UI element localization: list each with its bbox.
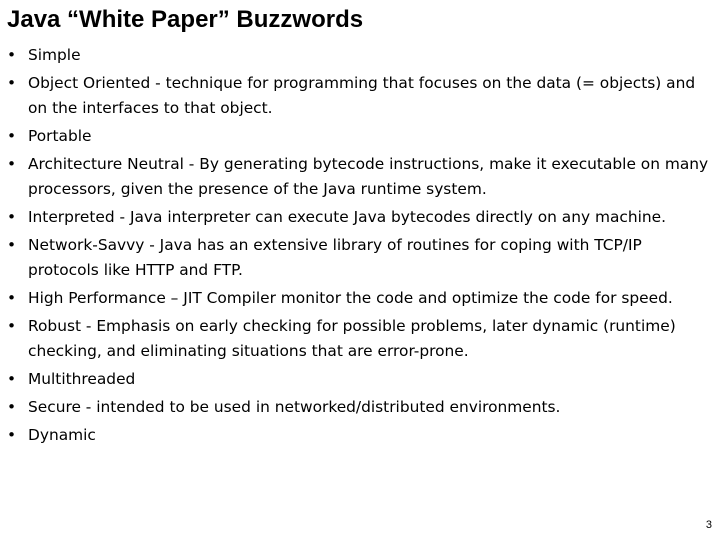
bullet-item-secure: • Secure - intended to be used in networked/distributed environments. xyxy=(7,395,715,420)
slide-title: Java “White Paper” Buzzwords xyxy=(7,6,364,33)
bullet-item-dynamic: • Dynamic xyxy=(7,423,715,448)
bullet-item-robust: • Robust - Emphasis on early checking for possible problems, later dynamic (runtime) checking, and eliminating situations that are error-prone. xyxy=(7,314,715,364)
page-number: 3 xyxy=(705,519,712,531)
bullet-item-high-performance: • High Performance – JIT Compiler monitor the code and optimize the code for speed. xyxy=(7,286,715,311)
bullet-item-architecture-neutral: • Architecture Neutral - By generating bytecode instructions, make it executable on many processors, given the presence of the Java runtime system. xyxy=(7,152,715,202)
bullet-item-object-oriented: • Object Oriented - technique for programming that focuses on the data (= objects) and on the interfaces to that object. xyxy=(7,71,715,121)
bullet-list xyxy=(7,43,715,451)
bullet-item-portable: • Portable xyxy=(7,124,715,149)
bullet-item-network-savvy: • Network-Savvy - Java has an extensive library of routines for coping with TCP/IP protocols like HTTP and FTP. xyxy=(7,233,715,283)
bullet-item-simple: • Simple xyxy=(7,43,715,68)
bullet-item-multithreaded: • Multithreaded xyxy=(7,367,715,392)
bullet-item-interpreted: • Interpreted - Java interpreter can execute Java bytecodes directly on any machine. xyxy=(7,205,715,230)
